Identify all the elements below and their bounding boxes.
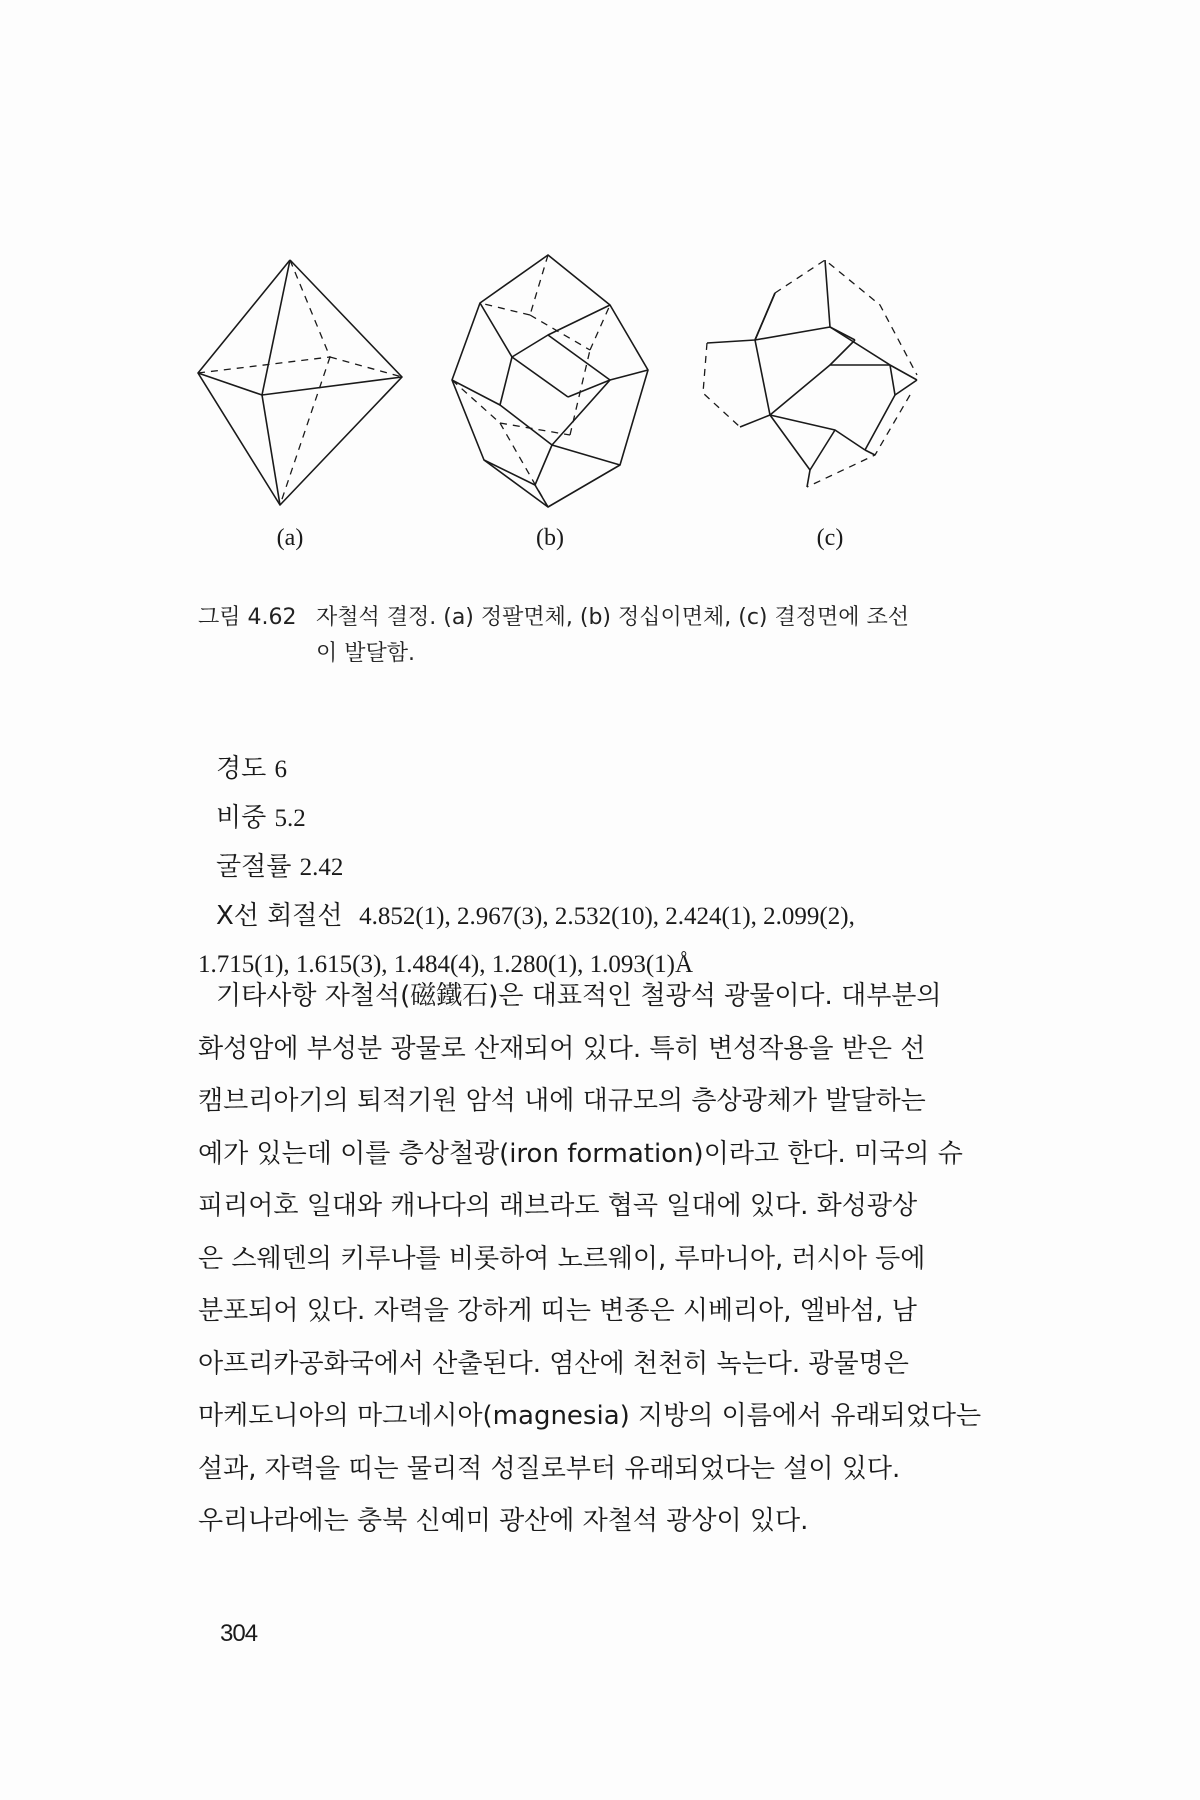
figure-label-c: (c) xyxy=(816,525,844,551)
mineral-properties xyxy=(198,745,1066,989)
page-number: 304 xyxy=(220,1620,258,1647)
figure-label-b: (b) xyxy=(536,525,564,551)
refraction-row xyxy=(216,843,1066,892)
octahedron-icon xyxy=(190,245,430,515)
figure-label-a: (a) xyxy=(276,525,304,551)
paragraph-line: 은 스웨덴의 키루나를 비롯하여 노르웨이, 루마니아, 러시아 등에 xyxy=(198,1243,926,1274)
specific-gravity-value: 5.2 xyxy=(274,805,306,832)
xray-label: X선 회절선 xyxy=(216,901,343,931)
caption-text xyxy=(316,600,1058,672)
paragraph-line: 캠브리아기의 퇴적기원 암석 내에 대규모의 층상광체가 발달하는 xyxy=(198,1086,926,1116)
xray-values-line-2: 1.715(1), 1.615(3), 1.484(4), 1.280(1), 1.093(1)Å xyxy=(198,951,694,978)
paragraph-line: 설과, 자력을 띠는 물리적 성질로부터 유래되었다는 설이 있다. xyxy=(198,1453,901,1484)
paragraph-line: 아프리카공화국에서 산출된다. 염산에 천천히 녹는다. 광물명은 xyxy=(198,1348,909,1379)
caption-line-2: 이 발달함. xyxy=(316,641,415,666)
paragraph-line: 피리어호 일대와 캐나다의 래브라도 협곡 일대에 있다. 화성광상 xyxy=(198,1191,918,1221)
caption-number: 그림 4.62 xyxy=(198,605,297,630)
paragraph-line: 마케도니아의 마그네시아(magnesia) 지방의 이름에서 유래되었다는 xyxy=(198,1401,982,1431)
hardness-row xyxy=(216,745,1066,794)
xray-row xyxy=(216,892,1066,941)
paragraph-line: 분포되어 있다. 자력을 강하게 띠는 변종은 시베리아, 엘바섬, 남 xyxy=(198,1296,917,1326)
remarks-paragraph xyxy=(198,970,1058,1548)
paragraph-line: 우리나라에는 충북 신예미 광산에 자철석 광상이 있다. xyxy=(198,1506,809,1536)
paragraph-line: 기타사항 자철석(磁鐵石)은 대표적인 철광석 광물이다. 대부분의 xyxy=(216,981,942,1011)
figure-caption xyxy=(198,600,1058,672)
dodecahedron-icon xyxy=(440,245,680,515)
paragraph-line: 화성암에 부성분 광물로 산재되어 있다. 특히 변성작용을 받은 선 xyxy=(198,1033,926,1064)
specific-gravity-row xyxy=(216,794,1066,843)
refraction-label: 굴절률 xyxy=(216,852,292,882)
specific-gravity-label: 비중 xyxy=(216,803,267,833)
figure-group xyxy=(190,245,1050,585)
striated-crystal-icon xyxy=(695,245,955,515)
hardness-value: 6 xyxy=(274,756,287,783)
hardness-label: 경도 xyxy=(216,754,267,784)
caption-line-1: 자철석 결정. (a) 정팔면체, (b) 정십이면체, (c) 결정면에 조선 xyxy=(316,605,910,630)
paragraph-line: 예가 있는데 이를 층상철광(iron formation)이라고 한다. 미국의 슈 xyxy=(198,1138,963,1169)
xray-values-line-1: 4.852(1), 2.967(3), 2.532(10), 2.424(1), 2.099(2), xyxy=(359,903,855,930)
refraction-value: 2.42 xyxy=(299,854,344,881)
